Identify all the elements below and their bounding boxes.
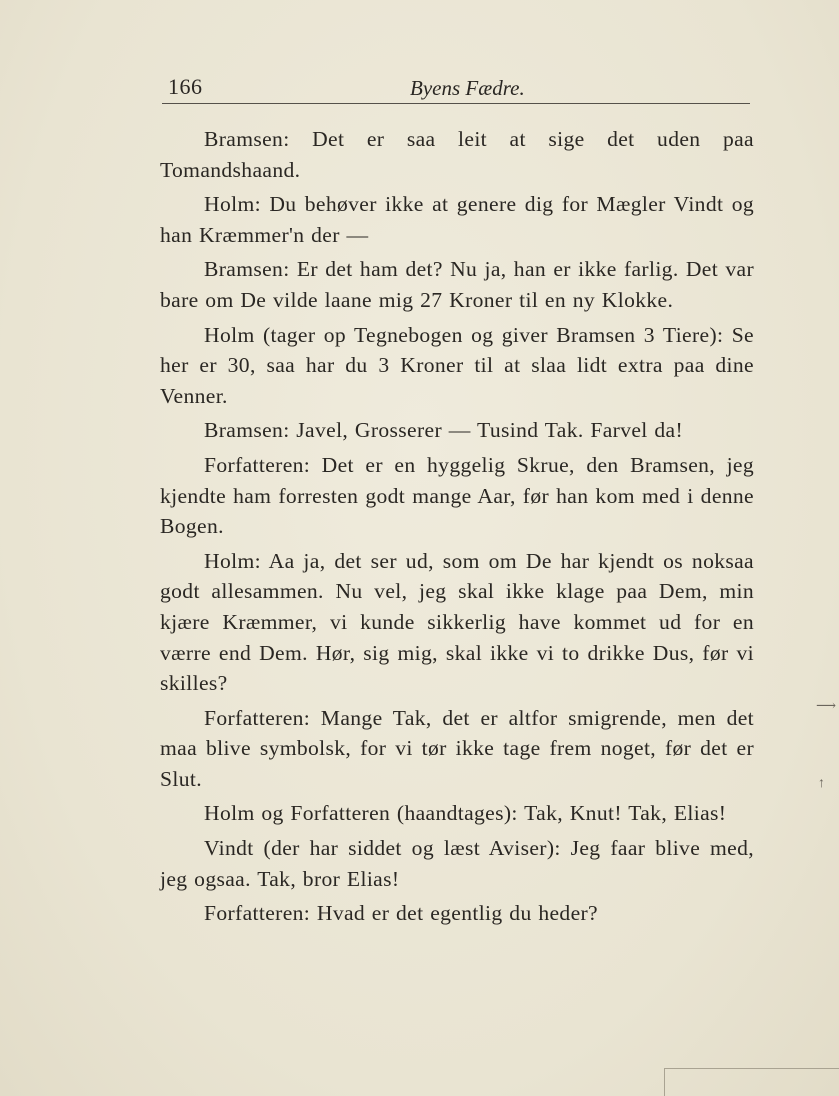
page-header [168, 70, 748, 102]
paragraph: Vindt (der har siddet og læst Aviser): Jeg faar blive med, jeg ogsaa. Tak, bror Elias! [160, 836, 754, 891]
page-edge-line [664, 1068, 839, 1069]
running-title: Byens Fædre. [410, 76, 525, 100]
paragraph: Holm: Aa ja, det ser ud, som om De har kjendt os noksaa godt allesammen. Nu vel, jeg skal ikke klage paa Dem, min kjære Kræmmer, vi kunde sikkerlig have kommet ud for en værre end Dem. Hør, sig mig, skal ikke vi to drikke Dus, før vi skilles? [160, 548, 754, 696]
paragraph: Holm: Du behøver ikke at genere dig for Mægler Vindt og han Kræmmer'n der — [160, 192, 754, 247]
paragraph: Holm (tager op Tegnebogen og giver Bramsen 3 Tiere): Se her er 30, saa har du 3 Kroner til at slaa lidt extra paa dine Venner. [160, 322, 754, 408]
dialogue-text [160, 124, 754, 933]
header-rule [162, 103, 750, 104]
paragraph: Forfatteren: Det er en hyggelig Skrue, den Bramsen, jeg kjendte ham forresten godt mange Aar, før han kom med i denne Bogen. [160, 452, 754, 539]
margin-mark-arrow-icon: ⟶ [816, 699, 837, 714]
page-edge-line [664, 1068, 665, 1096]
page-number: 166 [168, 74, 203, 99]
paragraph: Bramsen: Det er saa leit at sige det uden paa Tomandshaand. [160, 127, 754, 182]
paragraph: Forfatteren: Mange Tak, det er altfor smigrende, men det maa blive symbolsk, for vi tør ikke tage frem noget, før det er Slut. [160, 705, 754, 791]
margin-mark-tick-icon: ↑ [818, 776, 825, 791]
paragraph: Holm og Forfatteren (haandtages): Tak, Knut! Tak, Elias! [204, 801, 727, 826]
paragraph: Forfatteren: Hvad er det egentlig du heder? [204, 901, 598, 926]
paragraph: Bramsen: Er det ham det? Nu ja, han er ikke farlig. Det var bare om De vilde laane mig 27 Kroner til en ny Klokke. [160, 257, 754, 312]
paragraph: Bramsen: Javel, Grosserer — Tusind Tak. Farvel da! [204, 418, 683, 443]
